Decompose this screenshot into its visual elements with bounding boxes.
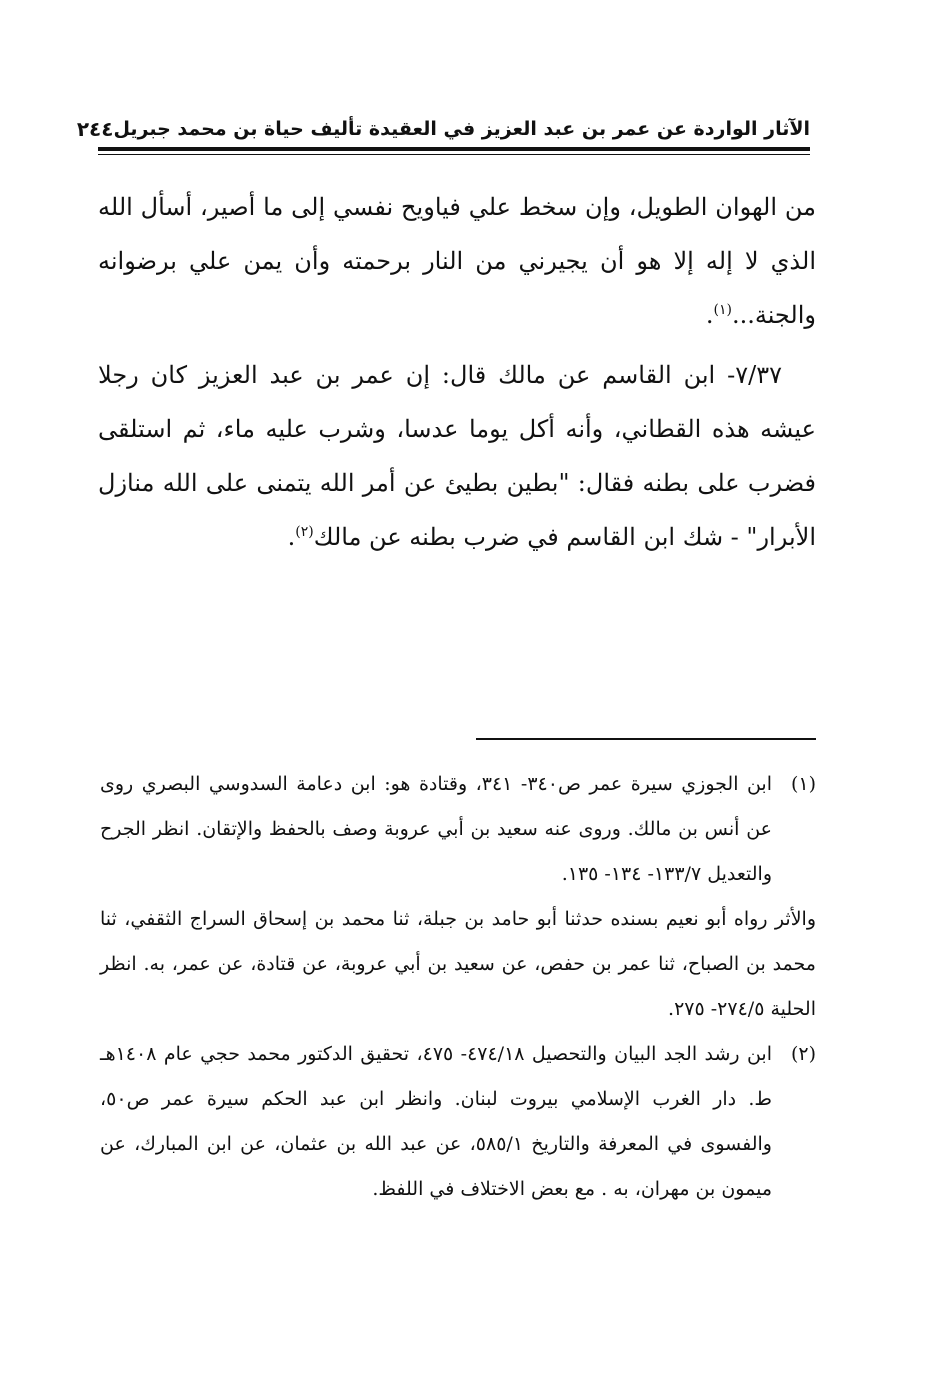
page-number: ٢٤٤ — [76, 117, 114, 141]
header-rule-thin — [98, 154, 810, 155]
paragraph-1-text: من الهوان الطويل، وإن سخط علي فياويح نفسي إلى ما أصير، أسأل الله الذي لا إله إلا هو أن يجيرني من النار برحمته وأن يمن علي برضوانه والجنة... — [98, 193, 817, 329]
footnote-number: (٢) — [790, 1043, 816, 1065]
footnotes — [100, 762, 816, 1212]
header-rule-thick — [98, 147, 810, 151]
footnote-body — [100, 1032, 772, 1212]
footnote-paragraph: والأثر رواه أبو نعيم بسنده حدثنا أبو حامد بن جبلة، ثنا محمد بن إسحاق السراج الثقفي، ثنا محمد بن الصباح، ثنا عمر بن حفص، عن سعيد بن أبي عروبة، عن قتادة، عن عمر، به. انظر الحلية ٢٧٤/٥- ٢٧٥. — [100, 908, 816, 1020]
header-title: الآثار الواردة عن عمر بن عبد العزيز في العقيدة تأليف حياة بن محمد جبريل — [113, 118, 810, 140]
paragraph-2-end: . — [287, 523, 296, 551]
paragraph-2 — [98, 348, 816, 564]
running-header — [76, 112, 810, 146]
main-text — [98, 180, 816, 570]
footnote-separator — [476, 738, 816, 740]
paragraph-1-end: . — [705, 301, 714, 329]
footnote-number: (١) — [790, 773, 816, 795]
footnote-paragraph: ابن رشد الجد البيان والتحصيل ٤٧٤/١٨- ٤٧٥، تحقيق الدكتور محمد حجي عام ١٤٠٨هـ ط. دار الغرب الإسلامي بيروت لبنان. وانظر ابن عبد الحكم سيرة عمر ص٥٠، والفسوى في المعرفة والتاريخ ٥٨٥/١، عن عبد الله بن عثمان، عن ابن المبارك، عن ميمون بن مهران، به . مع بعض الاختلاف في اللفظ. — [100, 1043, 772, 1200]
footnote-body — [100, 762, 816, 1032]
footnote-ref-1: (١) — [713, 302, 732, 318]
footnote-ref-2: (٢) — [295, 524, 314, 540]
footnote-paragraph: ابن الجوزي سيرة عمر ص٣٤٠- ٣٤١، وقتادة هو: ابن دعامة السدوسي البصري روى عن أنس بن مالك. وروى عنه سعيد بن أبي عروبة وصف بالحفظ والإتقان. انظر الجرح والتعديل ١٣٣/٧- ١٣٤- ١٣٥. — [100, 773, 772, 885]
footnote-2 — [100, 1032, 816, 1212]
footnote-1 — [100, 762, 816, 1032]
paragraph-1 — [98, 180, 816, 342]
paragraph-2-text: ٧/٣٧- ابن القاسم عن مالك قال: إن عمر بن عبد العزيز كان رجلا عيشه هذه القطاني، وأنه أكل يوما عدسا، وشرب عليه ماء، ثم استلقى فضرب على بطنه فقال: "بطين بطيئ عن أمر الله يتمنى على الله منازل الأبرار" - شك ابن القاسم في ضرب بطنه عن مالك — [98, 361, 816, 551]
